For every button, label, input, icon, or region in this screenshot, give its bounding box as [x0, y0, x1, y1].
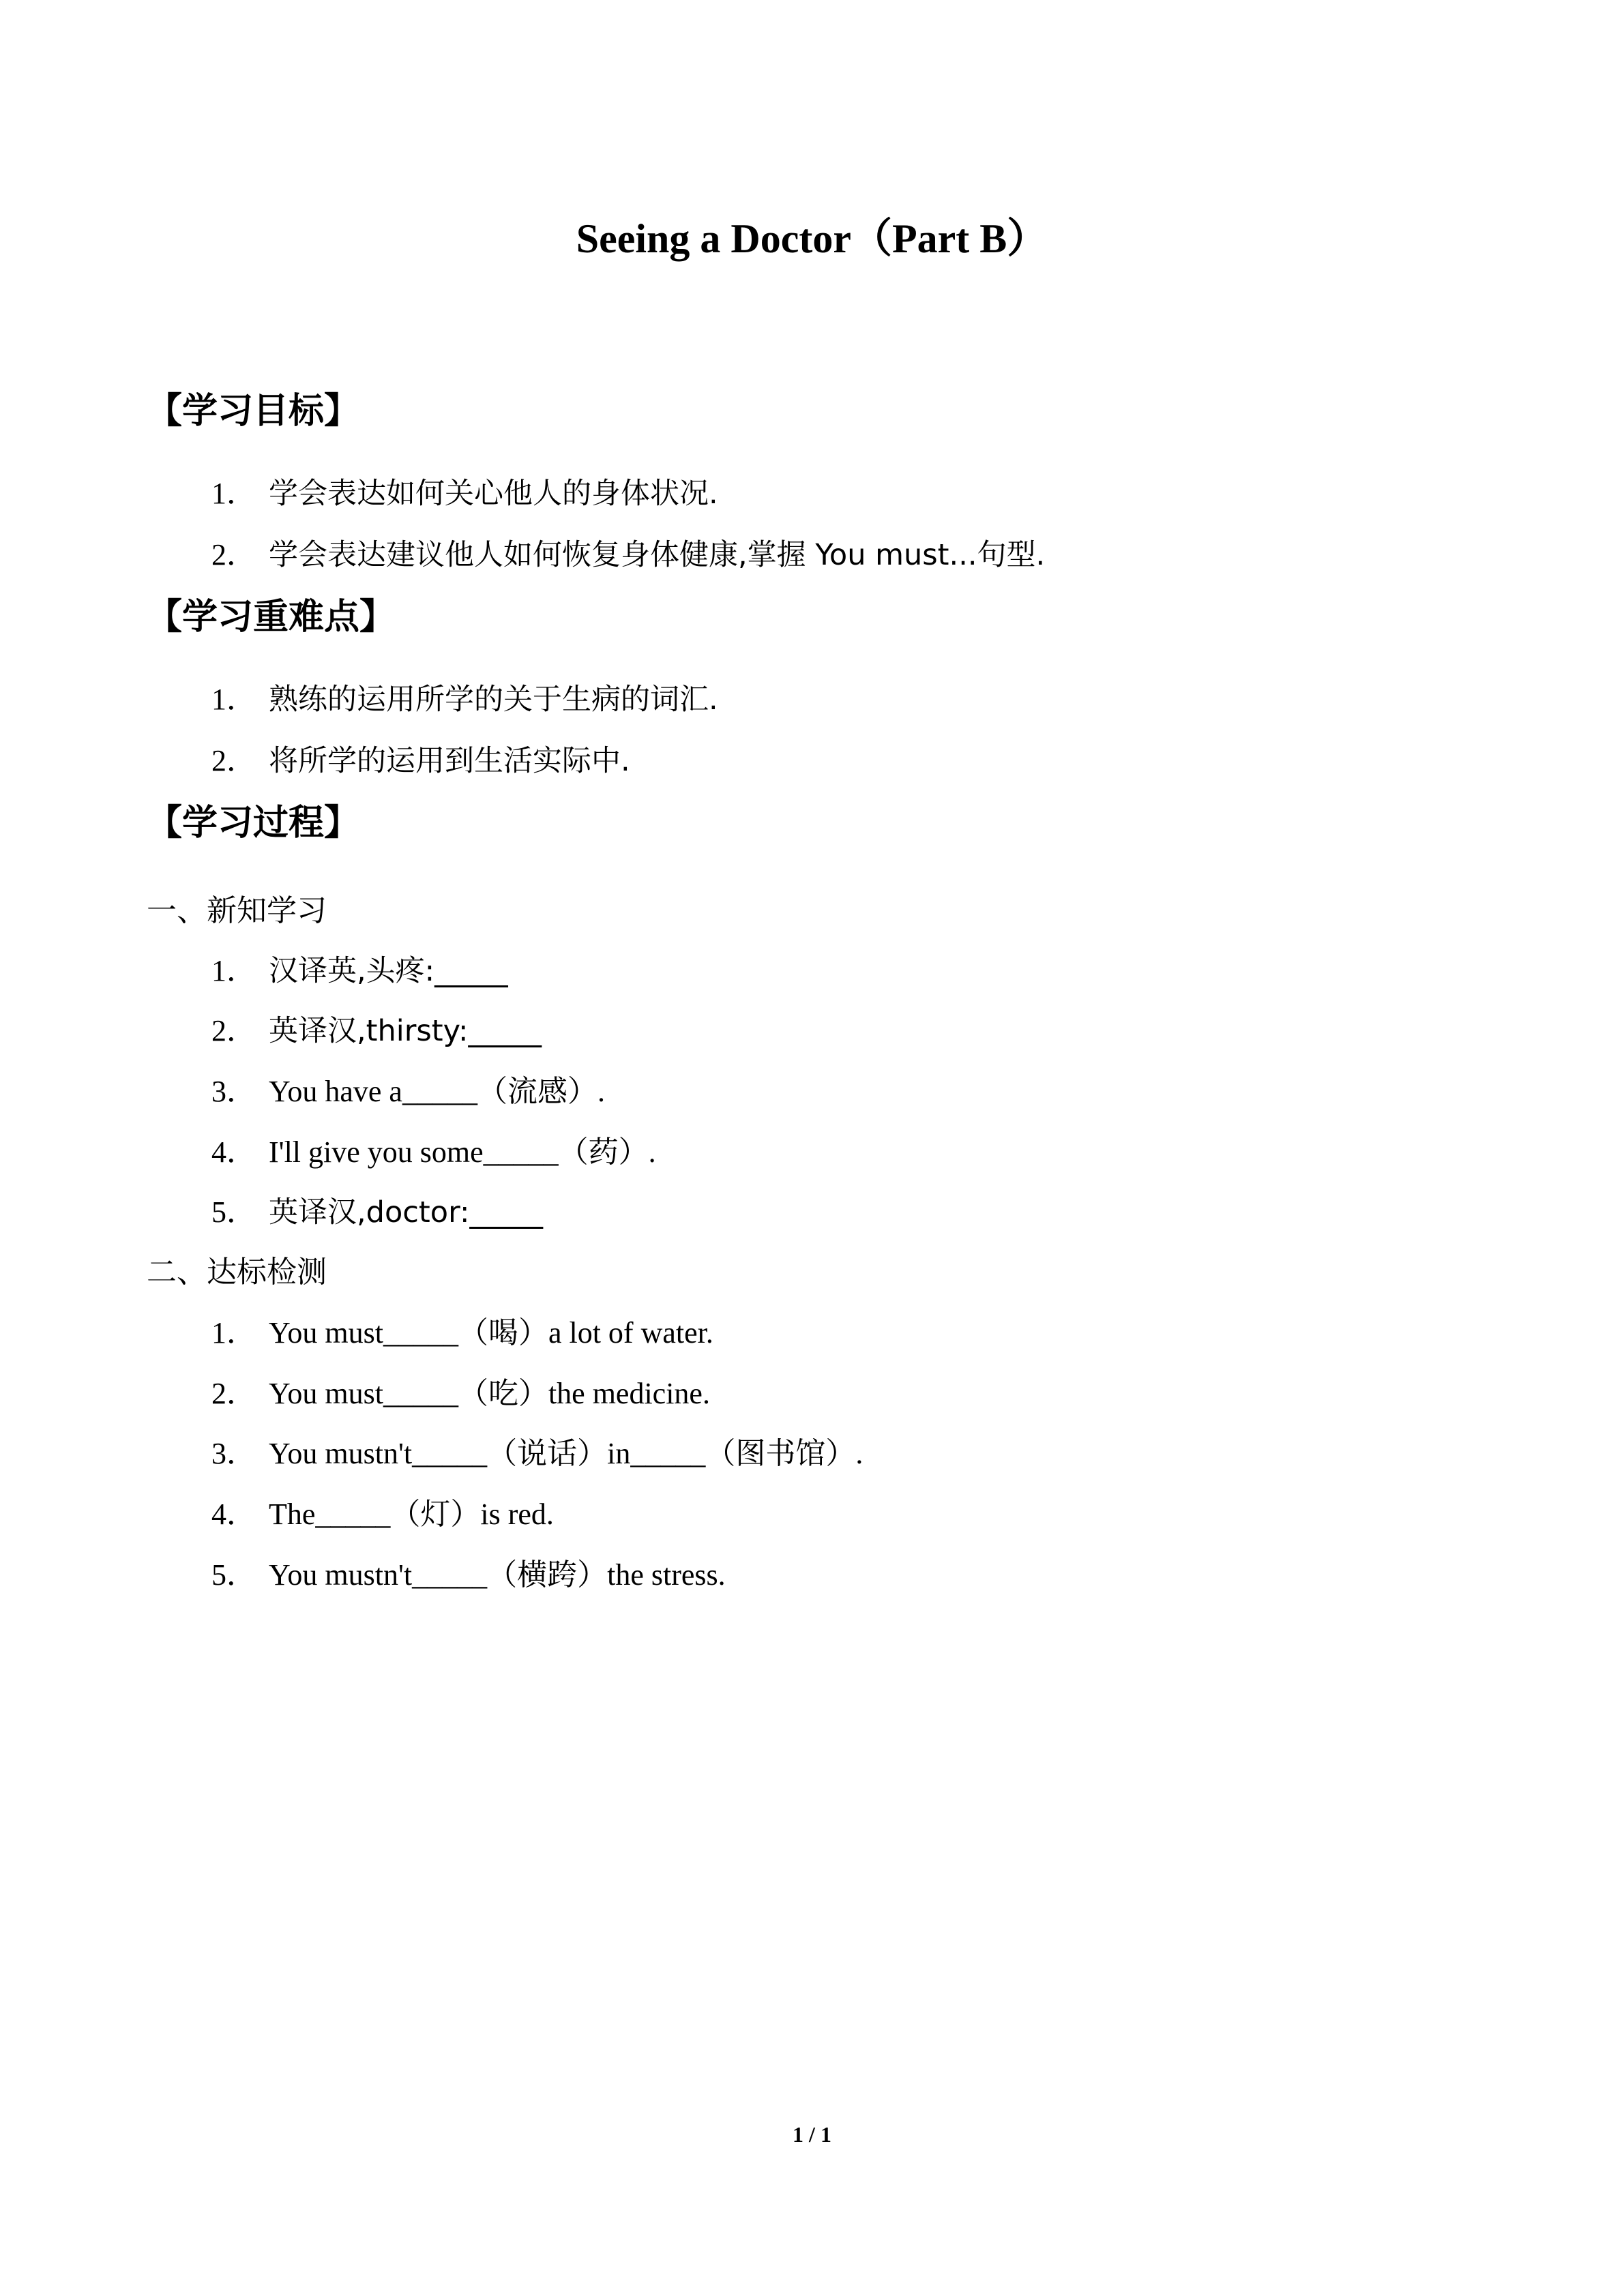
part2-heading: 二、达标检测: [147, 1255, 327, 1289]
item-text: The_____（灯）is red.: [269, 1497, 554, 1531]
part1-heading: 一、新知学习: [147, 893, 327, 928]
item-text: 学会表达建议他人如何恢复身体健康,掌握 You must...句型.: [269, 538, 1046, 572]
item-text: You must_____（吃）the medicine.: [269, 1377, 710, 1410]
item-number: 1．: [211, 683, 256, 716]
item-text: You have a_____（流感）.: [269, 1075, 605, 1108]
part2-item-1: [211, 1313, 713, 1354]
item-number: 3．: [211, 1437, 256, 1470]
part1-item-5: [211, 1192, 543, 1233]
item-number: 2．: [211, 744, 256, 777]
item-text: 英译汉,doctor:_____: [269, 1195, 543, 1229]
item-text: You mustn't_____（说话）in_____（图书馆）.: [269, 1437, 863, 1470]
item-number: 4．: [211, 1135, 256, 1169]
item-number: 2．: [211, 1377, 256, 1410]
item-number: 5．: [211, 1195, 256, 1229]
item-text: 将所学的运用到生活实际中.: [269, 744, 630, 778]
key-point-item-2: [211, 741, 630, 781]
item-number: 2．: [211, 538, 256, 571]
part1-item-4: [211, 1132, 656, 1173]
part2-item-3: [211, 1433, 863, 1474]
document-title: Seeing a Doctor（Part B）: [576, 216, 1048, 261]
key-point-item-1: [211, 679, 718, 720]
item-number: 1．: [211, 954, 256, 987]
item-text: 汉译英,头疼:_____: [269, 954, 508, 988]
objectives-heading: 【学习目标】: [147, 391, 360, 432]
item-number: 4．: [211, 1497, 256, 1531]
item-number: 2．: [211, 1014, 256, 1047]
objective-item-1: [211, 473, 718, 514]
item-text: 熟练的运用所学的关于生病的词汇.: [269, 683, 718, 717]
key-points-heading: 【学习重难点】: [147, 597, 396, 638]
item-text: You must_____（喝）a lot of water.: [269, 1316, 713, 1350]
part1-item-3: [211, 1071, 605, 1112]
item-text: You mustn't_____（横跨）the stress.: [269, 1558, 726, 1592]
item-text: 学会表达如何关心他人的身体状况.: [269, 477, 718, 511]
objective-item-2: [211, 535, 1045, 576]
part2-item-4: [211, 1494, 554, 1535]
part1-item-2: [211, 1011, 542, 1052]
process-heading: 【学习过程】: [147, 803, 360, 844]
page-number: 1 / 1: [793, 2122, 831, 2147]
part2-item-2: [211, 1373, 710, 1414]
part2-item-5: [211, 1555, 726, 1596]
item-number: 1．: [211, 477, 256, 510]
item-number: 1．: [211, 1316, 256, 1350]
item-number: 5．: [211, 1558, 256, 1592]
item-text: 英译汉,thirsty:_____: [269, 1014, 542, 1048]
part1-item-1: [211, 951, 508, 992]
item-text: I'll give you some_____（药）.: [269, 1135, 656, 1169]
item-number: 3．: [211, 1075, 256, 1108]
